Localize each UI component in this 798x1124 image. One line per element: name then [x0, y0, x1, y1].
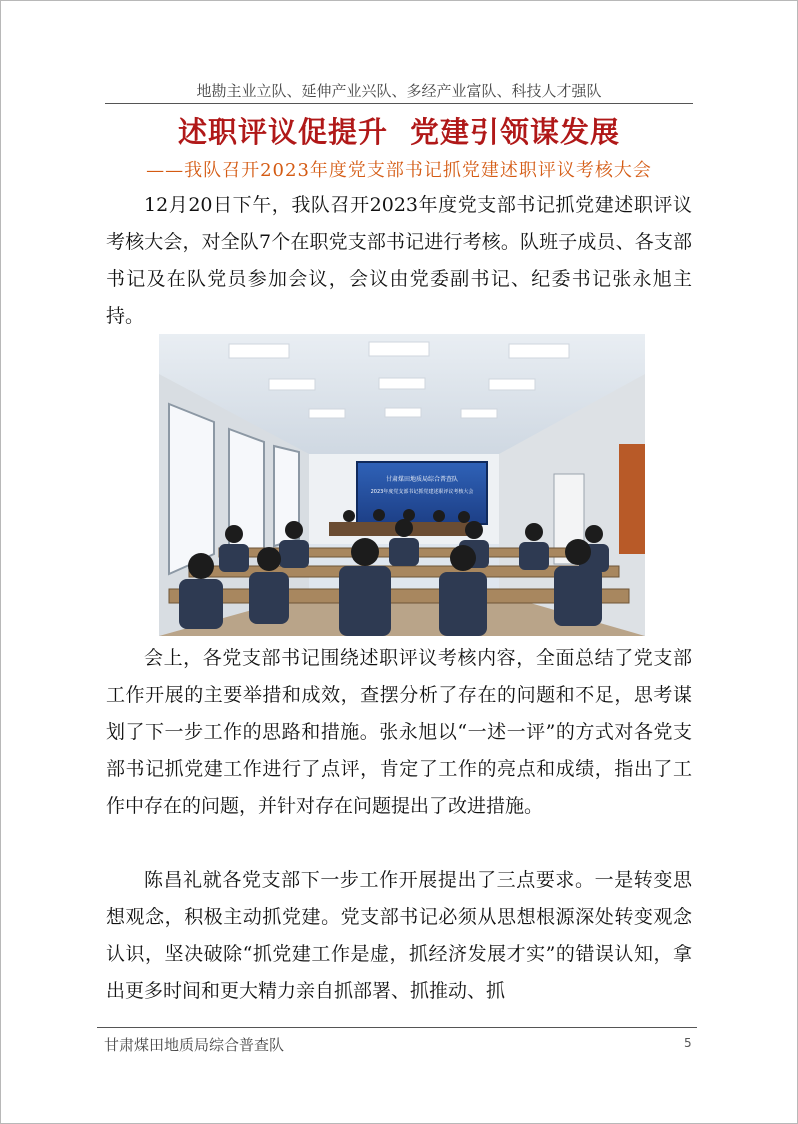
header-rule [105, 103, 693, 104]
screen-title-line-1: 甘肃煤田地质局综合普查队 [385, 476, 459, 483]
screen-title-line-2: 2023年度党支部书记抓党建述职评议考核大会 [370, 489, 474, 495]
meeting-photo [159, 334, 645, 636]
article-subtitle: ——我队召开2023年度党支部书记抓党建述职评议考核大会 [146, 160, 652, 181]
paragraph-2: 会上，各党支部书记围绕述职评议考核内容，全面总结了党支部工作开展的主要举措和成效，查摆分析了存在的问题和不足，思考谋划了下一步工作的思路和措施。张永旭以“一述一评”的方式对各党支部书记抓党建工作进行了点评，肯定了工作的亮点和成绩，指出了工作中存在的问题，并针对存在问题提出了改进措施。 [106, 647, 692, 817]
title-part-2: 党建引领谋发展 [410, 115, 621, 149]
footer-organization: 甘肃煤田地质局综合普查队 [104, 1036, 285, 1054]
article-title [100, 110, 698, 151]
footer-rule [97, 1027, 697, 1028]
meeting-photo-illustration [159, 334, 645, 636]
paragraph-3: 陈昌礼就各党支部下一步工作开展提出了三点要求。一是转变思想观念，积极主动抓党建。党支部书记必须从思想根源深处转变观念认识，坚决破除“抓党建工作是虚，抓经济发展才实”的错误认知，拿出更多时间和更大精力亲自抓部署、抓推动、抓 [106, 869, 692, 1002]
paragraph-1: 12月20日下午，我队召开2023年度党支部书记抓党建述职评议考核大会，对全队7个在职党支部书记进行考核。队班子成员、各支部书记及在队党员参加会议，会议由党委副书记、纪委书记张永旭主持。 [106, 194, 692, 327]
header-motto: 地勘主业立队、延伸产业兴队、多经产业富队、科技人才强队 [196, 82, 602, 100]
page-number: 5 [684, 1036, 692, 1050]
title-part-1: 述职评议促提升 [177, 115, 388, 149]
